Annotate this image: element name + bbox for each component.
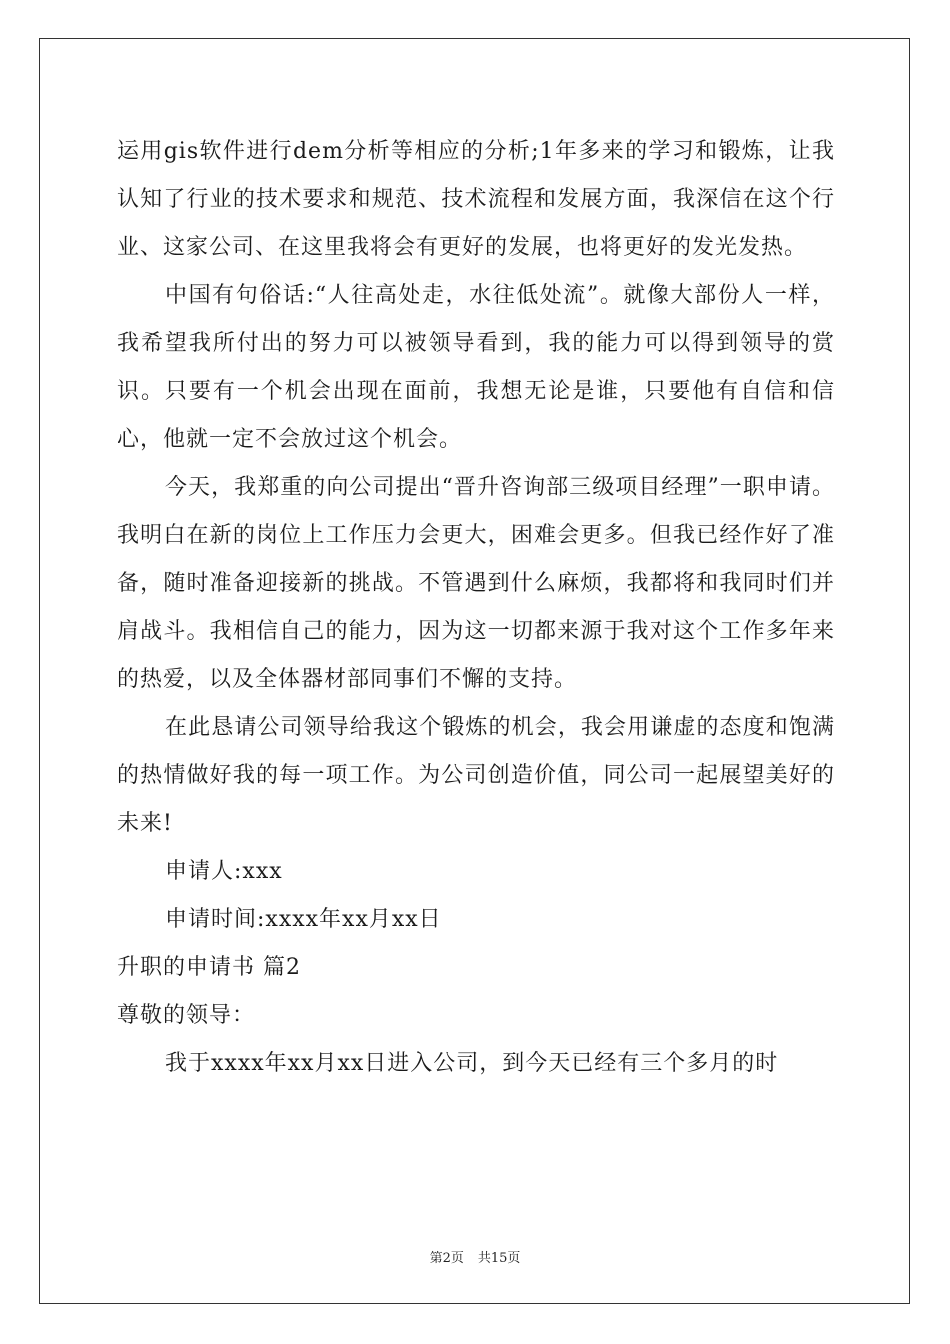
applicant-line: 申请人:xxx	[165, 859, 283, 884]
page-total: 共15页	[477, 1251, 521, 1266]
paragraph: 今天，我郑重的向公司提出“晋升咨询部三级项目经理”一职申请。我明白在新的岗位上工作压力会更大，困难会更多。但我已经作好了准备，随时准备迎接新的挑战。不管遇到什么麻烦，我都将和我同时们并肩战斗。我相信自己的能力，因为这一切都来源于我对这个工作多年来的热爱，以及全体器材部同事们不懈的支持。	[117, 475, 835, 692]
section-heading: 升职的申请书 篇2	[117, 955, 301, 980]
date-line: 申请时间:xxxx年xx月xx日	[165, 907, 442, 932]
paragraph: 中国有句俗话:“人往高处走，水往低处流”。就像大部份人一样，我希望我所付出的努力可以被领导看到，我的能力可以得到领导的赏识。只要有一个机会出现在面前，我想无论是谁，只要他有自信和信心，他就一定不会放过这个机会。	[117, 283, 835, 452]
paragraph: 在此恳请公司领导给我这个锻炼的机会，我会用谦虚的态度和饱满的热情做好我的每一项工作。为公司创造价值，同公司一起展望美好的未来!	[117, 715, 835, 836]
paragraph: 运用gis软件进行dem分析等相应的分析;1年多来的学习和锻炼，让我认知了行业的技术要求和规范、技术流程和发展方面，我深信在这个行业、这家公司、在这里我将会有更好的发展，也将更好的发光发热。	[117, 139, 835, 260]
document-body	[117, 128, 835, 1088]
page-footer	[0, 1247, 950, 1266]
paragraph: 我于xxxx年xx月xx日进入公司，到今天已经有三个多月的时	[165, 1051, 779, 1076]
page-number: 第2页	[429, 1251, 464, 1266]
salutation: 尊敬的领导：	[117, 1003, 256, 1028]
